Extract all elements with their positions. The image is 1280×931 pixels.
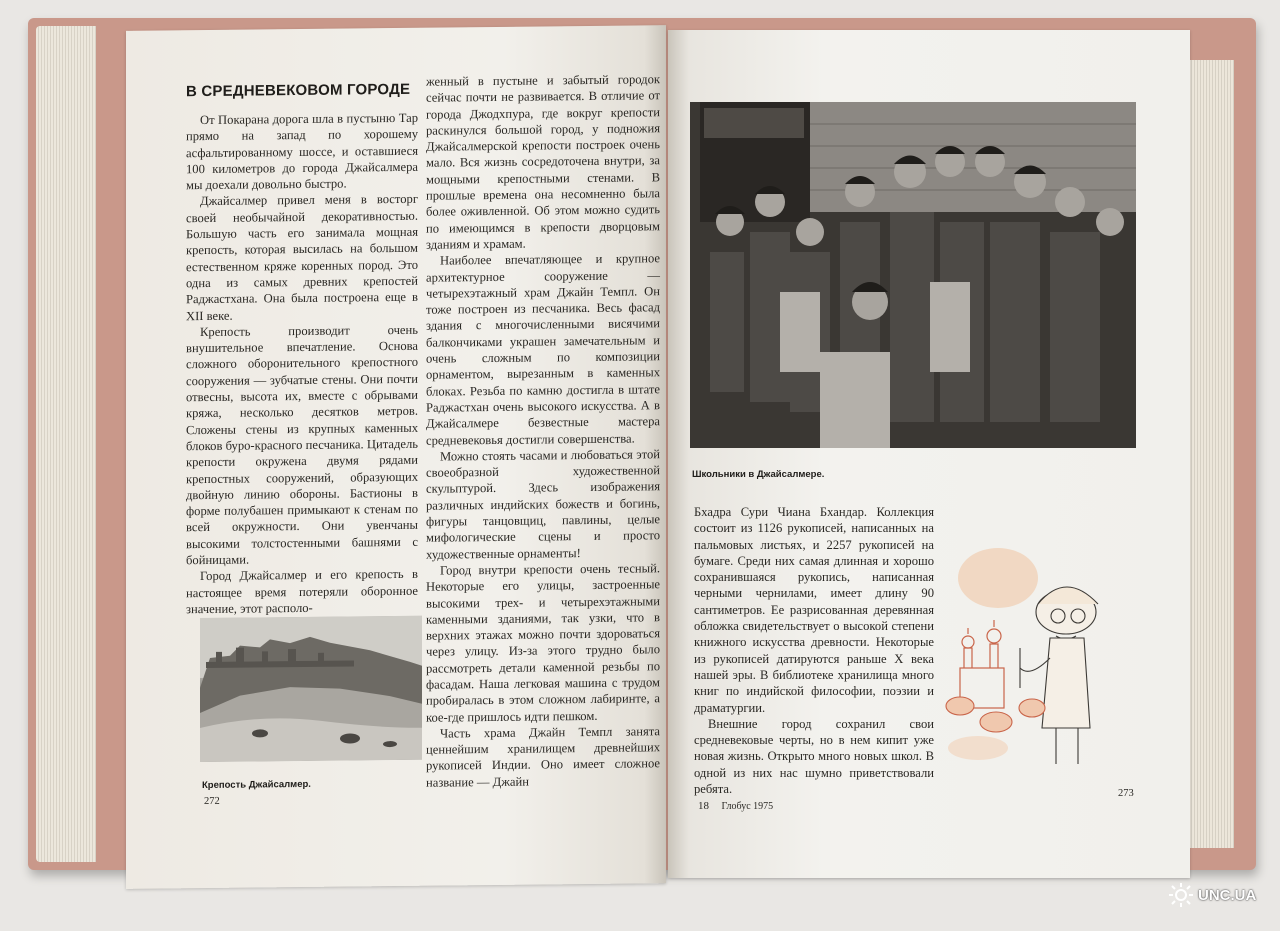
schoolchildren-photo-image: [690, 102, 1136, 448]
page-heading: В СРЕДНЕВЕКОВОМ ГОРОДЕ: [186, 80, 411, 101]
fort-photo-image: [200, 616, 422, 762]
text-column-2: [426, 71, 660, 791]
page-number-left: 272: [204, 795, 220, 808]
fort-photo-caption: Крепость Джайсалмер.: [202, 778, 311, 792]
signature-number: 18: [698, 800, 709, 812]
signature-line: [698, 800, 773, 812]
boy-with-turban-illustration: [938, 538, 1128, 778]
paragraph: Можно стоять часами и любоваться этой своеобразной художественной скульптурой. Здесь изображения различных индийских божеств и богинь, фигуры танцовщиц, павлины, целые мифологические сцены и просто художественные орнаменты!: [426, 447, 660, 562]
page-number-right: 273: [1118, 788, 1134, 799]
paragraph: женный в пустыне и забытый городок сейчас почти не развивается. В отличие от города Джодхпура, где вокруг крепости раскинулся большой город, у подножия Джайсалмерской крепости построек очень мало. Вся жизнь сосредоточена внутри, за мощными крепостными стенами. В прошлые времена она несомненно была более оживленной. Об этом можно судить по имеющимся в крепости дворцовым зданиям и храмам.: [426, 72, 660, 252]
paragraph: Крепость производит очень внушительное впечатление. Основа сложного оборонительного крепостного сооружения — зубчатые стены. Они почти отвесны, высота их, вместе с обрывами кряжа, несколько десятков метров. Сложены стены из крупных каменных блоков буро-красного песчаника. Цитадель крепости окружена двумя рядами крепостных сооружений, образующих двойную линию обороны. Бастионы в форме полубашен примыкают к стенам по всей окружности. Они увенчаны высокими толстостенными башнями с бойницами.: [186, 322, 418, 568]
paragraph: Бхадра Сури Чиана Бхандар. Коллекция состоит из 1126 рукописей, написанных на пальмовых листьях, и 2257 рукописей на бумаге. Среди них самая длинная и хорошо сохранившаяся рукопись, написанная черными чернилами, имеет длину 90 сантиметров. Ее разрисованная деревянная обложка свидетельствует о высокой степени книжного искусства древности. Некоторые из рукописей датируются раньше X века нашей эры. В библиотеке хранилища много книг по индийской философии, поэзии и драматургии.: [694, 505, 934, 715]
paragraph: Город Джайсалмер и его крепость в настоящее время потеряли оборонное значение, этот располо-: [186, 567, 418, 617]
paragraph: Джайсалмер привел меня в восторг своей необычайной декоративностью. Большую часть его занимала мощная крепость, которая высилась на большом естественном кряже коренных пород. Это одна из самых древних крепостей Раджастхана. Она была построена еще в XII веке.: [186, 192, 418, 323]
paragraph: Город внутри крепости очень тесный. Некоторые его улицы, застроенные высокими трех- и четырехэтажными каменными зданиями, так узки, что в верхних этажах можно почти здороваться через улицу. Из-за этого трудно было рассмотреть детали каменной резьбы по фасадам. Наша легковая машина с трудом пробиралась в этом сложном лабиринте, а кое-где пришлось идти пешком.: [426, 561, 660, 725]
paragraph: От Покарана дорога шла в пустыню Тар прямо на запад по хорошему асфальтированному шоссе, и оставшиеся 100 километров до города Джайсалмера мы доехали довольно быстро.: [186, 110, 418, 193]
paragraph: Наиболее впечатляющее и крупное архитектурное сооружение — четырехэтажный храм Джайн Темпл. Он тоже построен из песчаника. Весь фасад здания с многочисленными висячими балкончиками украшен замечательным и очень сложным по композиции орнаментом, вырезанным в каменных блоках. Резьба по камню достигла в штате Раджастхан очень высокого искусства. А в Джайсалмере безвестные мастера средневековья достигли совершенства.: [426, 251, 660, 448]
text-column-1: [186, 110, 418, 618]
right-page: [668, 30, 1190, 878]
paragraph: Внешние город сохранил свои средневековые черты, но в нем кипит уже новая жизнь. Открыто много новых школ. В одной из них нас шумно приветствовали ребята.: [694, 716, 934, 797]
schoolchildren-photo: [690, 102, 1136, 448]
watermark-text: UNC.UA: [1198, 886, 1257, 904]
schoolchildren-photo-caption: Школьники в Джайсалмере.: [692, 469, 825, 480]
site-watermark: [1168, 872, 1274, 918]
signature-text: Глобус 1975: [721, 801, 774, 812]
fort-photo: [200, 616, 422, 762]
left-page: [126, 25, 666, 889]
illustration-drawing: [938, 538, 1128, 778]
sun-logo-icon: [1168, 882, 1194, 908]
paragraph: Часть храма Джайн Темпл занята ценнейшим хранилищем древнейших рукописей Индии. Оно имеет сложное название — Джайн: [426, 724, 660, 790]
page-stack-left: [36, 26, 96, 862]
page-stack-right: [1186, 60, 1234, 848]
text-column-3: [694, 504, 934, 797]
